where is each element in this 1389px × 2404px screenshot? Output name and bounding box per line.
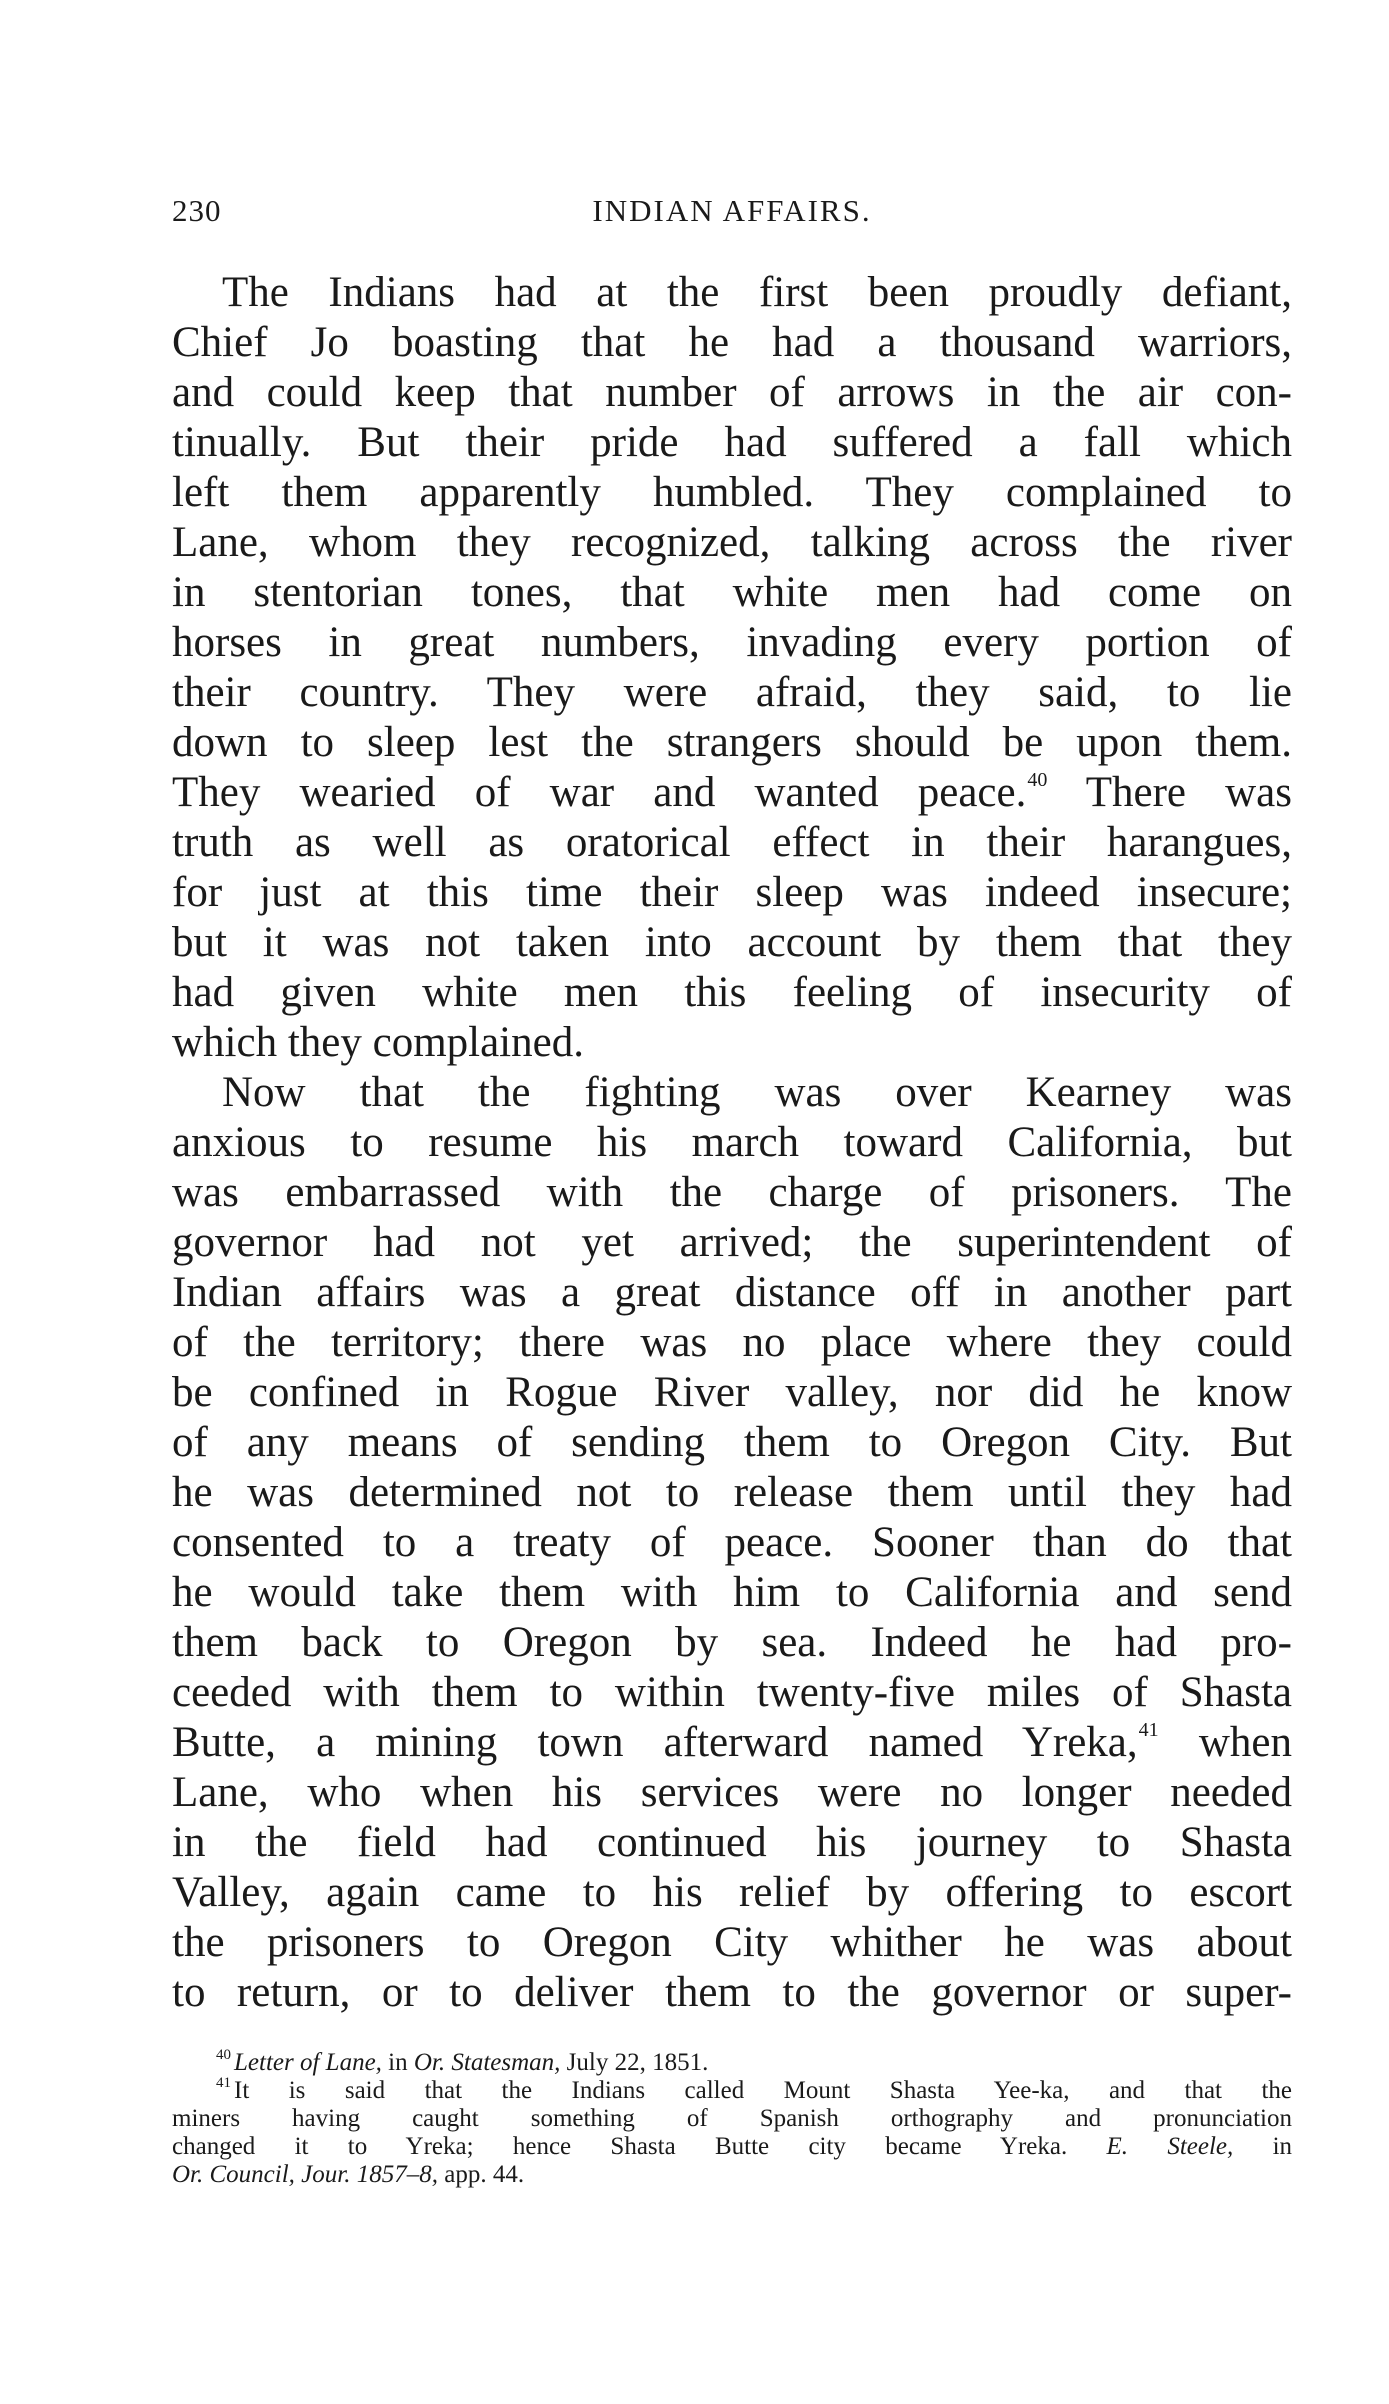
text-line: was embarrassed with the charge of prisoners. The xyxy=(172,1169,1292,1216)
footnote-text: app. 44. xyxy=(437,2161,525,2188)
text-line-with-footnote-41 xyxy=(172,1718,1292,1768)
running-head xyxy=(172,193,1292,233)
text-line: for just at this time their sleep was indeed insecure; xyxy=(172,869,1292,916)
footnote-number: 40 xyxy=(216,2047,231,2063)
footnote-41-line xyxy=(172,2077,1292,2105)
text-line: he would take them with him to California and send xyxy=(172,1569,1292,1616)
footnote-author: E. Steele, xyxy=(1106,2133,1234,2160)
footnote-text: July 22, 1851. xyxy=(560,2049,709,2076)
text-line: Now that the fighting was over Kearney was xyxy=(222,1069,1292,1116)
text-line: of the territory; there was no place where they could xyxy=(172,1319,1292,1366)
text-line: consented to a treaty of peace. Sooner than do that xyxy=(172,1519,1292,1566)
text-line: them back to Oregon by sea. Indeed he had pro- xyxy=(172,1619,1292,1666)
text-line: Valley, again came to his relief by offering to escort xyxy=(172,1869,1292,1916)
footnote-41-line xyxy=(172,2133,1292,2161)
text-line: the prisoners to Oregon City whither he was about xyxy=(172,1919,1292,1966)
text-line: in the field had continued his journey to Shasta xyxy=(172,1819,1292,1866)
text-line: in stentorian tones, that white men had come on xyxy=(172,569,1292,616)
footnote-text: It is said that the Indians called Mount Shasta Yee-ka, and that the xyxy=(234,2077,1292,2104)
text-line: ceeded with them to within twenty-five miles of Shasta xyxy=(172,1669,1292,1716)
running-title: INDIAN AFFAIRS. xyxy=(592,193,872,228)
main-text xyxy=(172,268,1292,2018)
footnote-ref-40[interactable]: 40 xyxy=(1027,769,1048,791)
page-number: 230 xyxy=(172,193,222,228)
footnote-text: in xyxy=(381,2049,414,2076)
footnote-ref-41[interactable]: 41 xyxy=(1138,1719,1159,1741)
text-line: Lane, whom they recognized, talking across the river xyxy=(172,519,1292,566)
text-line: and could keep that number of arrows in the air con- xyxy=(172,369,1292,416)
footnote-number: 41 xyxy=(216,2075,231,2091)
footnote-41-line: miners having caught something of Spanish orthography and pronunciation xyxy=(172,2105,1292,2132)
footnotes xyxy=(172,2049,1292,2189)
text-segment: Butte, a mining town afterward named Yreka, xyxy=(172,1719,1138,1766)
text-line: had given white men this feeling of insecurity of xyxy=(172,969,1292,1016)
footnote-source: Or. Statesman, xyxy=(413,2049,561,2076)
footnote-41-line xyxy=(172,2161,1292,2189)
text-line: their country. They were afraid, they said, to lie xyxy=(172,669,1292,716)
text-segment: when xyxy=(1198,1719,1292,1766)
text-line: Chief Jo boasting that he had a thousand warriors, xyxy=(172,319,1292,366)
text-line: The Indians had at the first been proudly defiant, xyxy=(222,269,1292,316)
footnote-title: Letter of Lane, xyxy=(234,2049,382,2076)
text-segment: They wearied of war and wanted peace. xyxy=(172,769,1027,816)
text-line: truth as well as oratorical effect in their harangues, xyxy=(172,819,1292,866)
footnote-text: changed it to Yreka; hence Shasta Butte city became Yreka. xyxy=(172,2133,1068,2160)
footnote-40 xyxy=(172,2049,1292,2077)
text-line: Indian affairs was a great distance off in another part xyxy=(172,1269,1292,1316)
text-line: left them apparently humbled. They complained to xyxy=(172,469,1292,516)
text-line: tinually. But their pride had suffered a fall which xyxy=(172,419,1292,466)
text-line: down to sleep lest the strangers should be upon them. xyxy=(172,719,1292,766)
text-segment: There was xyxy=(1085,769,1292,816)
text-line: horses in great numbers, invading every portion of xyxy=(172,619,1292,666)
text-line: governor had not yet arrived; the superintendent of xyxy=(172,1219,1292,1266)
text-line: to return, or to deliver them to the governor or super- xyxy=(172,1969,1292,2016)
footnote-text: in xyxy=(1233,2133,1293,2160)
text-line: be confined in Rogue River valley, nor did he know xyxy=(172,1369,1292,1416)
text-line-with-footnote-40 xyxy=(172,768,1292,818)
text-line: anxious to resume his march toward California, but xyxy=(172,1119,1292,1166)
text-line: Lane, who when his services were no longer needed xyxy=(172,1769,1292,1816)
footnote-source: Or. Council, Jour. 1857–8, xyxy=(172,2161,438,2188)
text-line: he was determined not to release them until they had xyxy=(172,1469,1292,1516)
text-line: but it was not taken into account by them that they xyxy=(172,919,1292,966)
text-line: which they complained. xyxy=(172,1019,584,1066)
text-line: of any means of sending them to Oregon City. But xyxy=(172,1419,1292,1466)
